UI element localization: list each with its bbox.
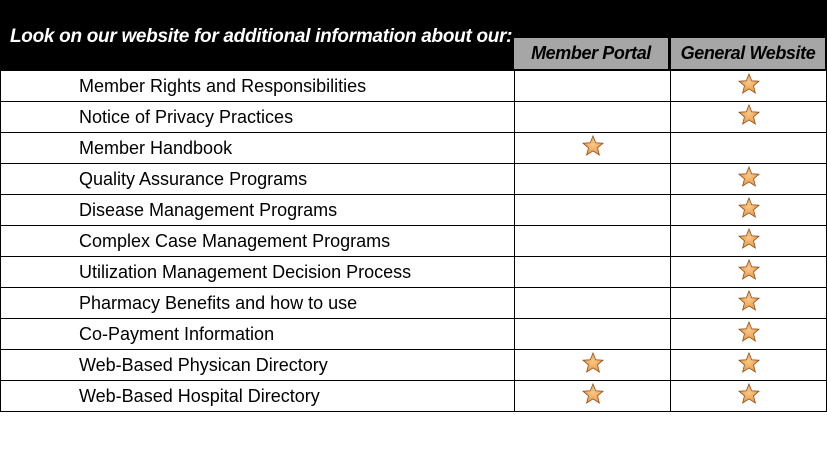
member-portal-cell <box>514 133 671 164</box>
row-label: Member Handbook <box>1 133 515 164</box>
star-icon <box>738 259 760 280</box>
star-icon <box>738 321 760 342</box>
star-icon <box>738 197 760 218</box>
row-label: Web-Based Physican Directory <box>1 350 515 381</box>
row-label: Co-Payment Information <box>1 319 515 350</box>
member-portal-cell <box>514 195 671 226</box>
general-website-cell <box>671 102 827 133</box>
star-icon <box>738 290 760 311</box>
member-portal-cell <box>514 226 671 257</box>
header-title: Look on our website for additional information about our: <box>10 26 513 47</box>
general-website-cell <box>671 319 827 350</box>
row-label: Disease Management Programs <box>1 195 515 226</box>
table-row <box>1 195 827 226</box>
table-row <box>1 133 827 164</box>
general-website-cell <box>671 288 827 319</box>
row-label: Complex Case Management Programs <box>1 226 515 257</box>
member-portal-cell <box>514 71 671 102</box>
member-portal-cell <box>514 288 671 319</box>
member-portal-cell <box>514 381 671 412</box>
table-row <box>1 226 827 257</box>
table-row <box>1 257 827 288</box>
info-table <box>0 70 827 412</box>
row-label: Quality Assurance Programs <box>1 164 515 195</box>
table-row <box>1 71 827 102</box>
general-website-cell <box>671 350 827 381</box>
star-icon <box>582 383 604 404</box>
member-portal-cell <box>514 257 671 288</box>
member-portal-cell <box>514 164 671 195</box>
general-website-cell <box>671 133 827 164</box>
row-label: Notice of Privacy Practices <box>1 102 515 133</box>
column-header-general-website: General Website <box>671 38 825 69</box>
general-website-cell <box>671 164 827 195</box>
star-icon <box>582 352 604 373</box>
star-icon <box>738 104 760 125</box>
table-row <box>1 319 827 350</box>
star-icon <box>738 383 760 404</box>
star-icon <box>738 352 760 373</box>
general-website-cell <box>671 195 827 226</box>
general-website-cell <box>671 226 827 257</box>
row-label: Member Rights and Responsibilities <box>1 71 515 102</box>
star-icon <box>738 73 760 94</box>
row-label: Pharmacy Benefits and how to use <box>1 288 515 319</box>
table-row <box>1 288 827 319</box>
star-icon <box>582 135 604 156</box>
table-row <box>1 164 827 195</box>
general-website-cell <box>671 381 827 412</box>
row-label: Utilization Management Decision Process <box>1 257 515 288</box>
row-label: Web-Based Hospital Directory <box>1 381 515 412</box>
general-website-cell <box>671 257 827 288</box>
member-portal-cell <box>514 319 671 350</box>
general-website-cell <box>671 71 827 102</box>
star-icon <box>738 166 760 187</box>
member-portal-cell <box>514 102 671 133</box>
member-portal-cell <box>514 350 671 381</box>
table-row <box>1 350 827 381</box>
table-row <box>1 102 827 133</box>
table-row <box>1 381 827 412</box>
star-icon <box>738 228 760 249</box>
column-header-member-portal: Member Portal <box>514 38 668 69</box>
